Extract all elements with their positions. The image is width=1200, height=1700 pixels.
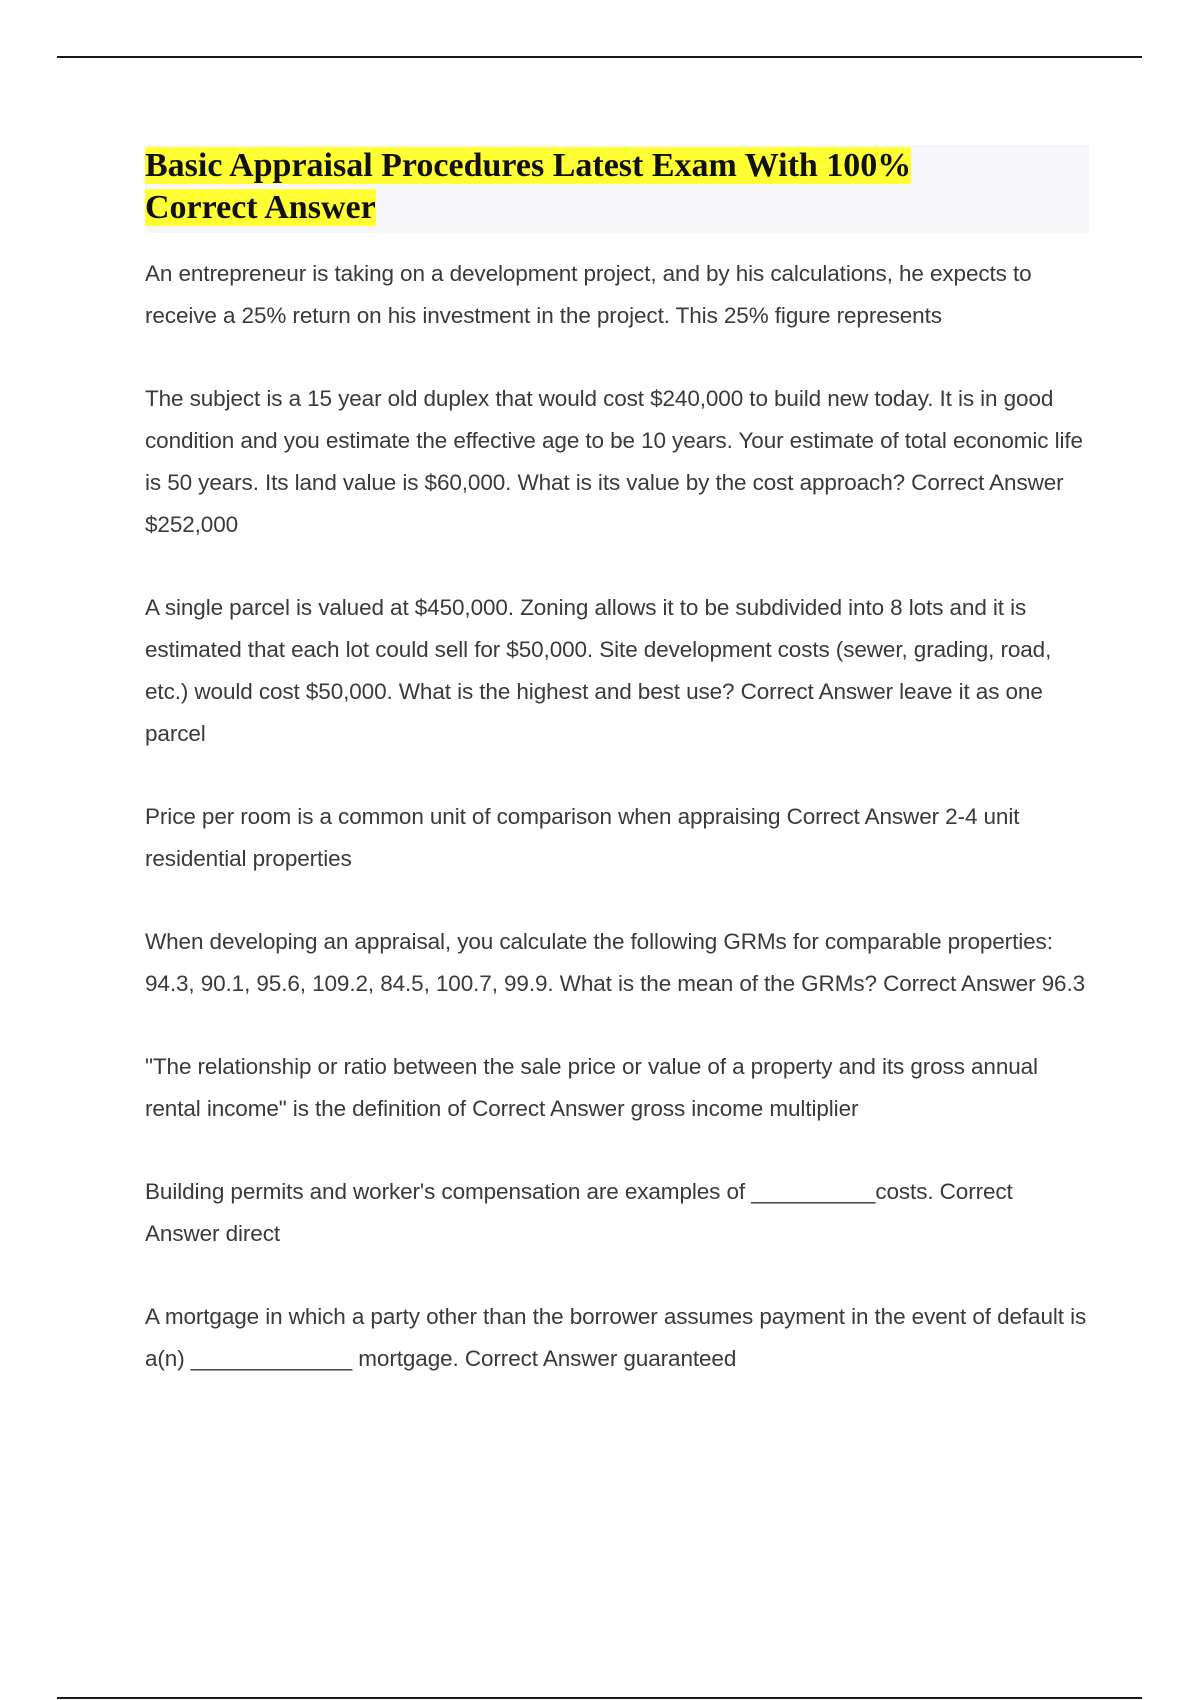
question-paragraph: A single parcel is valued at $450,000. Zoning allows it to be subdivided into 8 lots and it is estimated that each lot could sell for $50,000. Site development costs (sewer, grading, road, etc.) would cost $50,000. What is the highest and best use? Correct Answer leave it as one parcel — [145, 595, 1052, 746]
question-paragraph: "The relationship or ratio between the sale price or value of a property and its gross annual rental income" is the definition of Correct Answer gross income multiplier — [145, 1054, 1038, 1121]
question-paragraph: The subject is a 15 year old duplex that would cost $240,000 to build new today. It is in good condition and you estimate the effective age to be 10 years. Your estimate of total economic life is 50 years. Its land value is $60,000. What is its value by the cost approach? Correct Answer $252,000 — [145, 386, 1083, 537]
question-paragraph: A mortgage in which a party other than the borrower assumes payment in the event of default is a(n) _____________ mortgage. Correct Answer guaranteed — [145, 1304, 1087, 1371]
top-rule — [57, 56, 1142, 58]
document-title — [145, 145, 985, 229]
bottom-rule — [57, 1697, 1142, 1699]
question-paragraph: An entrepreneur is taking on a development project, and by his calculations, he expects to receive a 25% return on his investment in the project. This 25% figure represents — [145, 261, 1032, 328]
title-block — [145, 145, 1089, 233]
question-paragraph: Building permits and worker's compensation are examples of __________costs. Correct Answer direct — [145, 1179, 1013, 1246]
question-paragraph: Price per room is a common unit of comparison when appraising Correct Answer 2-4 unit residential properties — [145, 804, 1020, 871]
document-title-text: Basic Appraisal Procedures Latest Exam With 100% Correct Answer — [145, 147, 912, 226]
question-list — [145, 253, 1090, 1380]
question-paragraph: When developing an appraisal, you calculate the following GRMs for comparable properties: 94.3, 90.1, 95.6, 109.2, 84.5, 100.7, 99.9. What is the mean of the GRMs? Correct Answer 96.3 — [145, 929, 1086, 996]
document-body — [145, 145, 1090, 1421]
